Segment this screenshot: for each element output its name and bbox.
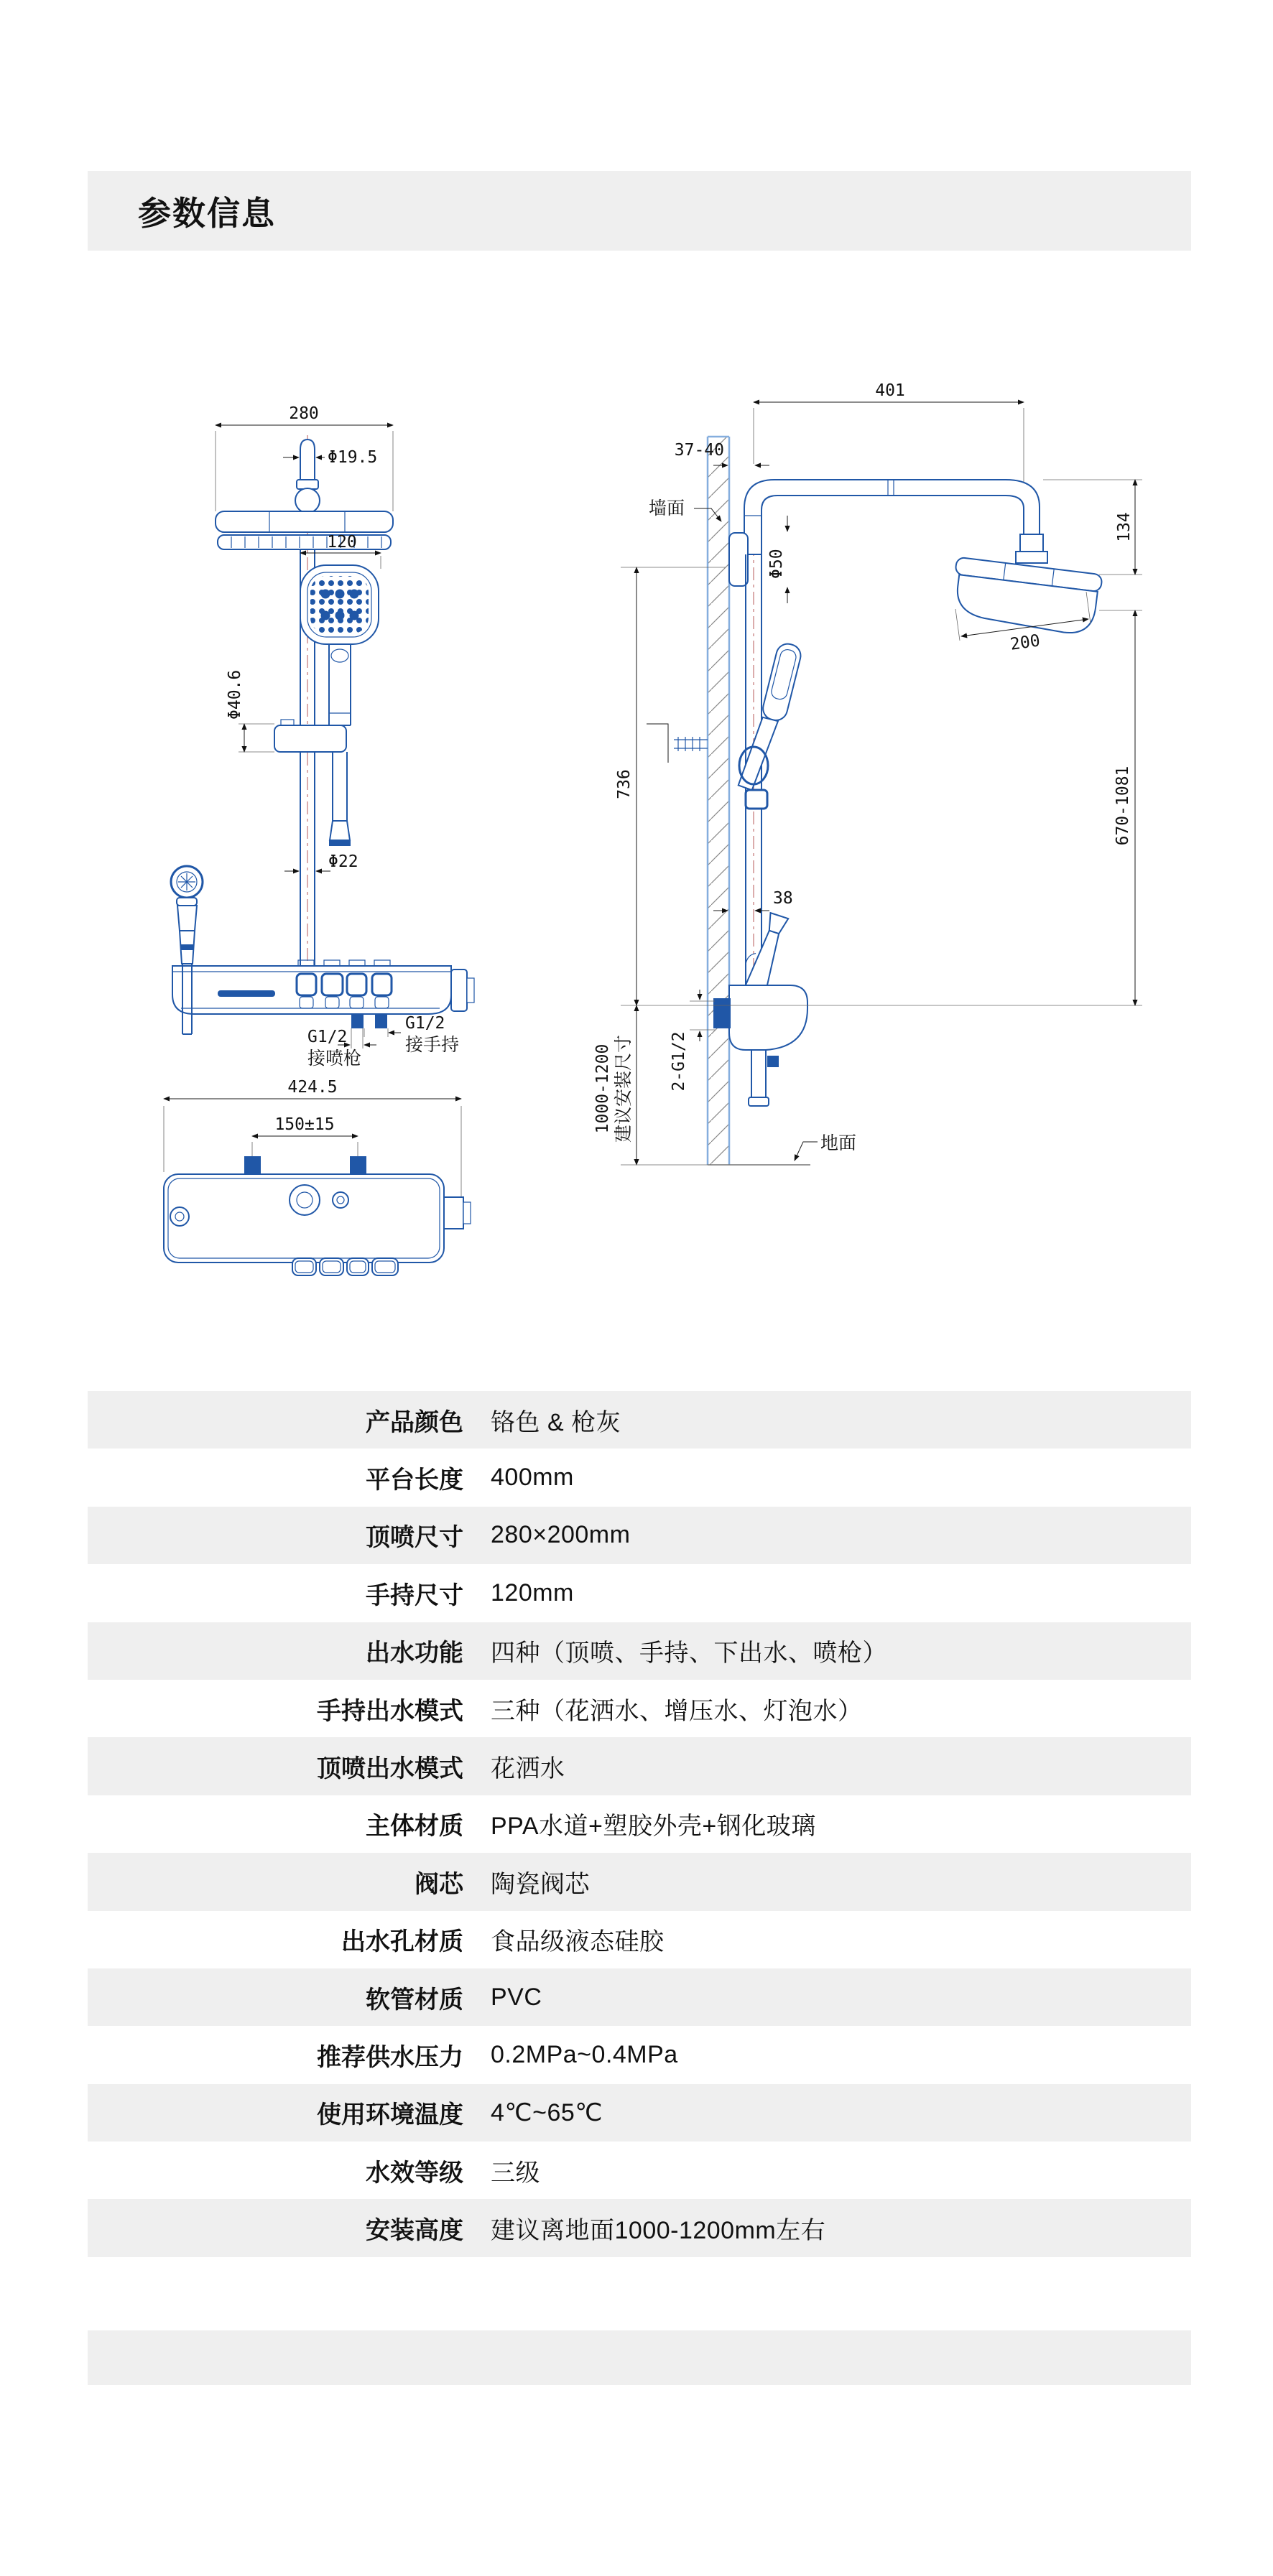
table-row [88, 1853, 1191, 1910]
spec-value: 400mm [491, 1464, 574, 1492]
spec-label: 顶喷出水模式 [317, 1755, 463, 1783]
table-row [88, 1507, 1191, 1564]
spec-label: 推荐供水压力 [317, 2043, 463, 2071]
spec-label: 产品颜色 [366, 1408, 463, 1436]
dim-center-offset: 38 [773, 889, 793, 908]
spec-table [88, 1391, 1191, 2257]
spec-value: PPA水道+塑胶外壳+钢化玻璃 [491, 1813, 816, 1841]
wall-label: 墙面 [649, 498, 685, 519]
table-row [88, 1622, 1191, 1680]
spec-value: 120mm [491, 1578, 574, 1606]
spec-label: 主体材质 [366, 1813, 463, 1841]
spec-label: 出水孔材质 [341, 1928, 463, 1956]
table-row [88, 2084, 1191, 2142]
table-row [88, 1391, 1191, 1449]
spec-value: PVC [491, 1983, 542, 2011]
dim-wall-gap: 37-40 [674, 441, 724, 460]
spec-value: 铬色 & 枪灰 [491, 1408, 621, 1436]
spec-value: 建议离地面1000-1200mm左右 [491, 2217, 826, 2245]
bottom-view [164, 1078, 471, 1275]
head-side [950, 557, 1103, 636]
spec-label: 顶喷尺寸 [366, 1524, 463, 1552]
spec-value: 三种（花洒水、增压水、灯泡水） [491, 1697, 863, 1725]
dim-hole-spacing: 150±15 [274, 1115, 335, 1134]
dim-install-note: 建议安装尺寸 [613, 1034, 634, 1143]
spec-label: 手持尺寸 [366, 1581, 463, 1609]
side-view [593, 381, 1142, 1165]
table-row [88, 2142, 1191, 2199]
spec-label: 水效等级 [366, 2159, 463, 2187]
dim-inlet-spec: 2-G1/2 [670, 1031, 688, 1092]
dim-top-width: 280 [289, 404, 319, 423]
spec-label: 安装高度 [366, 2217, 463, 2245]
spec-value: 280×200mm [491, 1521, 631, 1549]
page-title: 参数信息 [138, 194, 276, 232]
table-row [88, 1911, 1191, 1968]
spec-value: 食品级液态硅胶 [491, 1928, 665, 1956]
spec-label: 使用环境温度 [317, 2101, 463, 2129]
dim-riser-len: 736 [615, 769, 634, 799]
dim-hand-width: 120 [327, 533, 357, 552]
dim-install-height: 1000-1200 [593, 1043, 612, 1134]
spec-value: 花洒水 [491, 1755, 565, 1783]
handheld-side [738, 641, 803, 794]
dim-head-dia: 200 [1009, 631, 1042, 654]
spec-value: 四种（顶喷、手持、下出水、喷枪） [491, 1640, 887, 1668]
dim-flange-dia: Φ50 [767, 549, 786, 579]
dim-head-drop: 134 [1115, 512, 1134, 542]
dim-outlet-hand-2: 接手持 [405, 1034, 460, 1055]
dim-outlet-hand-1: G1/2 [405, 1014, 445, 1033]
spec-label: 软管材质 [366, 1986, 463, 2014]
table-row [88, 1737, 1191, 1795]
spec-label: 出水功能 [366, 1640, 463, 1668]
dim-riser-dia: Φ22 [328, 852, 358, 871]
table-row [88, 2199, 1191, 2256]
front-view [171, 404, 474, 1069]
dim-pipe-dia: Φ19.5 [328, 448, 378, 467]
spec-label: 手持出水模式 [317, 1697, 463, 1725]
spec-value: 三级 [491, 2159, 540, 2187]
spec-value: 4℃~65℃ [491, 2098, 603, 2126]
dim-outlet-spray-2: 接喷枪 [307, 1048, 362, 1069]
table-row [88, 2026, 1191, 2083]
table-row [88, 1680, 1191, 1737]
table-row [88, 1564, 1191, 1622]
spec-label: 阀芯 [415, 1870, 463, 1898]
dim-arm-length: 401 [875, 381, 905, 400]
table-row [88, 1795, 1191, 1853]
table-row [88, 1968, 1191, 2026]
spec-label: 平台长度 [366, 1466, 463, 1494]
floor-label: 地面 [820, 1133, 857, 1153]
dim-overall-width: 424.5 [287, 1078, 338, 1097]
table-row [88, 1449, 1191, 1506]
dim-outlet-spray-1: G1/2 [307, 1028, 348, 1046]
spec-value: 陶瓷阀芯 [491, 1870, 590, 1898]
spec-value: 0.2MPa~0.4MPa [491, 2040, 678, 2068]
section-divider-bar [88, 2330, 1191, 2385]
dim-adjust-range: 670-1081 [1114, 766, 1132, 846]
dim-slider-dia: Φ40.6 [226, 669, 244, 720]
